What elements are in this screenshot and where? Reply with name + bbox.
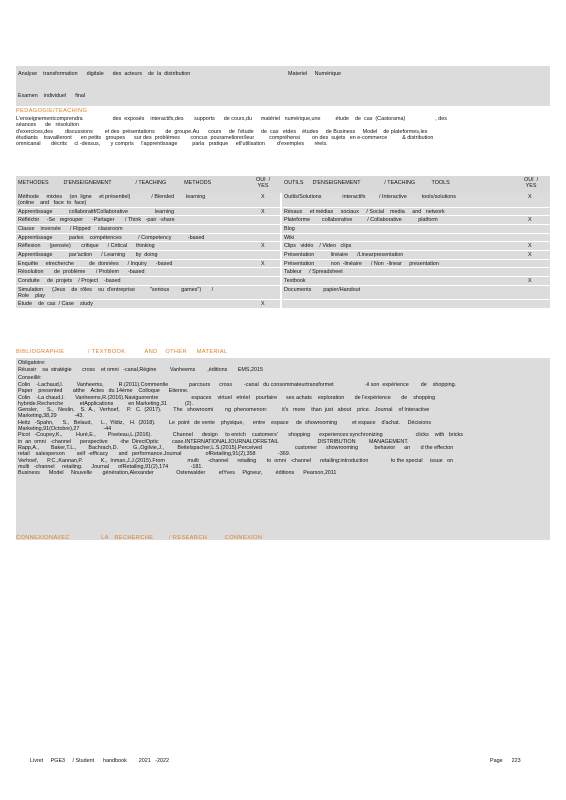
methods-yes-header: OUI / YES [256,177,271,190]
research-connexion-heading: CONNEXIONAVEC LA RECHERCHE / RESEARCH CONNEXION [16,535,263,541]
method-cell-bg [16,268,280,276]
teaching-method: Apprentissage par'action / Learning by doing [18,251,158,258]
teaching-method: Étude de cas / Case study [18,301,93,308]
teaching-method: Réflexion (pensée) critique / Critical thinking [18,243,155,250]
tool-cell-bg [282,208,550,216]
course-info-block [16,66,550,106]
course-title: Analyse transformation digitale des acteurs de la distribution [18,71,191,77]
methods-header: METHODES D'ENSEIGNEMENT / TEACHING METHODS [18,180,212,186]
teaching-table-body [16,193,550,309]
teaching-tool: Outils/Solutions interactifs / Interactive tools/solutions [284,194,456,200]
method-cell-bg [16,300,280,308]
method-cell-bg [16,242,280,250]
footer-page-number: Page 223 [490,758,521,764]
tool-cell-bg [282,286,550,300]
table-row [16,300,550,309]
tool-cell-bg [282,225,550,233]
tool-yes-mark: X [528,243,532,250]
table-row [16,260,550,269]
recommended-references: Colin -Lachaud,I. Vanheems, R.(2011).Commentle parcours cross -canal du consommateurtransformet -il son expérience de shopping. Paper presented atthe Actes du 14ème Colloque Etienne. Colin -La chaud,I. Vanheems,R.(2016).Naviguerentre espaces virtuel etréel pourfaire ses achats exploration de l'expérience de shopping hybride.Recherche etApplications en Marketing,31 (2). Gensler, S., Neslin, S. A., Verhoef, P. C. (2017). The showroomi ng phenomenon: it's more than just about price. Journal of Interactive Marketing,38,29 -43. Heitz -Spahn, S., Belaud, L., Yildiz, H. (2018). Le point de vente physique, entre espace de showrooming et espace d'achat. Décisions Marketing,91(Octobre),27 -44 Picot -Coupey,K., Huré,E., Piveteau,L.(2016). Channel design to enrich customers' shopping experiences:synchronizing clicks with bricks in an omni -channel perspective -the DirectOptic case.INTERNATIONALJOURNALOFRETAIL DISTRIBUTION MANAGEMENT. Rapp,A., Baker,T.L., Bachrach,D. G.,Ogilvie,J., Beitelspacher,L.S.(2015).Perceived customer showrooming behavior an d the effecton retail salesperson self -efficacy and performance.Journal ofRetailing,91(2),358 -369. Verhoef, P.C.,Kannan,P. K., Inman,J.J.(2015).From multi -channel retailing to omni -channel retailing:introduction to the special issue on multi -channel retailing. Journal ofRetailing,91(2),174 -181. Business Model Nouvelle génération,Alexander Osterwalder etYves Pigneur, éditions Pearson,2011 [18,382,463,477]
tool-cell-bg [282,251,550,259]
teaching-tool: Présentation non -linéaire / Non -linear presentation [284,260,439,267]
pedagogy-heading: PEDAGOGIE/TEACHING [16,108,88,114]
table-row [16,286,550,301]
method-yes-mark: X [261,243,265,250]
tool-yes-mark: X [528,194,532,200]
method-cell-bg [16,286,280,300]
tool-cell-bg [282,300,550,308]
teaching-method: Méthode mixtes (en ligne et présentiel) / Blended learning (online and face to face) [18,194,206,207]
course-exam: Examen individuel final [18,93,86,99]
tool-cell-bg [282,260,550,268]
method-cell-bg [16,216,280,224]
teaching-tool: Plateforme collaborative / Collaborative platform [284,217,438,224]
teaching-tool: Wiki [284,234,295,241]
tool-cell-bg [282,242,550,250]
teaching-tool: Résaux et médias sociaux / Social media and network [284,208,445,215]
method-yes-mark: X [261,208,265,215]
bibliography-heading: BIBLIOGRAPHIE / TEXTBOOK AND OTHER MATERIAL [16,349,228,355]
table-row [16,208,550,217]
teaching-tool: Tableur / Spreadsheet [284,269,343,276]
tool-yes-mark: X [528,217,532,224]
teaching-method: Résolution de problème / Problem -based [18,269,145,276]
method-yes-mark: X [261,260,265,267]
tools-header: OUTILS D'ENSEIGNEMENT / TEACHING TOOLS [284,180,450,186]
table-row [16,216,550,225]
teaching-method: Apprentissage parles compétences / Competency -based [18,234,205,241]
table-row [16,234,550,243]
teaching-method: Réfléchir -Se regrouper -Partager / Think -pair -share [18,217,175,224]
tool-cell-bg [282,234,550,242]
bibliography-block [16,358,550,540]
method-cell-bg [16,277,280,285]
method-yes-mark: X [261,194,265,200]
tool-yes-mark: X [528,251,532,258]
tools-yes-header: OUI / YES [524,177,539,190]
method-cell-bg [16,225,280,233]
teaching-tool: Présentation linéaire /Linearpresentation [284,251,404,258]
obligatoire-reference: Réussir sa stratégie cross et omni -canal,Régine Vanheems ,éditions EMS,2015 [18,367,263,373]
tool-cell-bg [282,216,550,224]
teaching-tool: Textbook [284,278,306,284]
teaching-table-header [16,176,550,193]
teaching-method: Enquête etrecherche de données / Inquiry -based [18,260,173,267]
teaching-method: Simulation (Jeux de rôles ou d'entreprise "serious games") / Role play [18,286,214,299]
method-cell-bg [16,193,280,207]
method-cell-bg [16,208,280,216]
table-row [16,193,550,208]
tool-cell-bg [282,277,550,285]
course-material: Materiel Numérique [288,71,342,77]
tool-cell-bg [282,193,550,207]
tool-cell-bg [282,268,550,276]
method-cell-bg [16,260,280,268]
footer-handbook: Livret PGE3 / Student handbook 2021 -2022 [30,758,170,764]
pedagogy-text: L'enseignementcomprendra des exposés interactifs,des supports de cours,du matériel numérique,une étude de cas (Castorama) , des séances de résolution d'exercices,des discussions et des présentations de groupe.Au cours de l'étude de cas etdes études de Business Model de plateformes,les étudiants travailleront en petits groupes sur des problèmes concus pourameliorer/leur compréhensi on des sujets en e-commerce & distribution omnicanal décrits ci -dessus, y compris l'apprentissage parla pratique etl'utilisation d'exemples réels. [16,116,447,148]
table-row [16,268,550,277]
teaching-method: Apprentissage collaboratif/Collaborative learning [18,208,175,215]
table-row [16,277,550,286]
teaching-table [16,176,550,309]
conseille-label: Conseillé: [18,375,42,381]
method-cell-bg [16,234,280,242]
teaching-method: Classe inversée / Flipped classroom [18,225,123,232]
method-yes-mark: X [261,301,265,308]
teaching-method: Conduite de projets / Project -based [18,278,121,284]
table-row [16,242,550,251]
method-cell-bg [16,251,280,259]
teaching-tool: Blog [284,225,295,232]
table-row [16,251,550,260]
table-row [16,225,550,234]
obligatoire-label: Obligatoire: [18,360,46,366]
teaching-tool: Clips vidéo / Video clips [284,243,352,250]
teaching-tool: Documents papier/Handout [284,286,361,293]
tool-yes-mark: X [528,278,532,284]
